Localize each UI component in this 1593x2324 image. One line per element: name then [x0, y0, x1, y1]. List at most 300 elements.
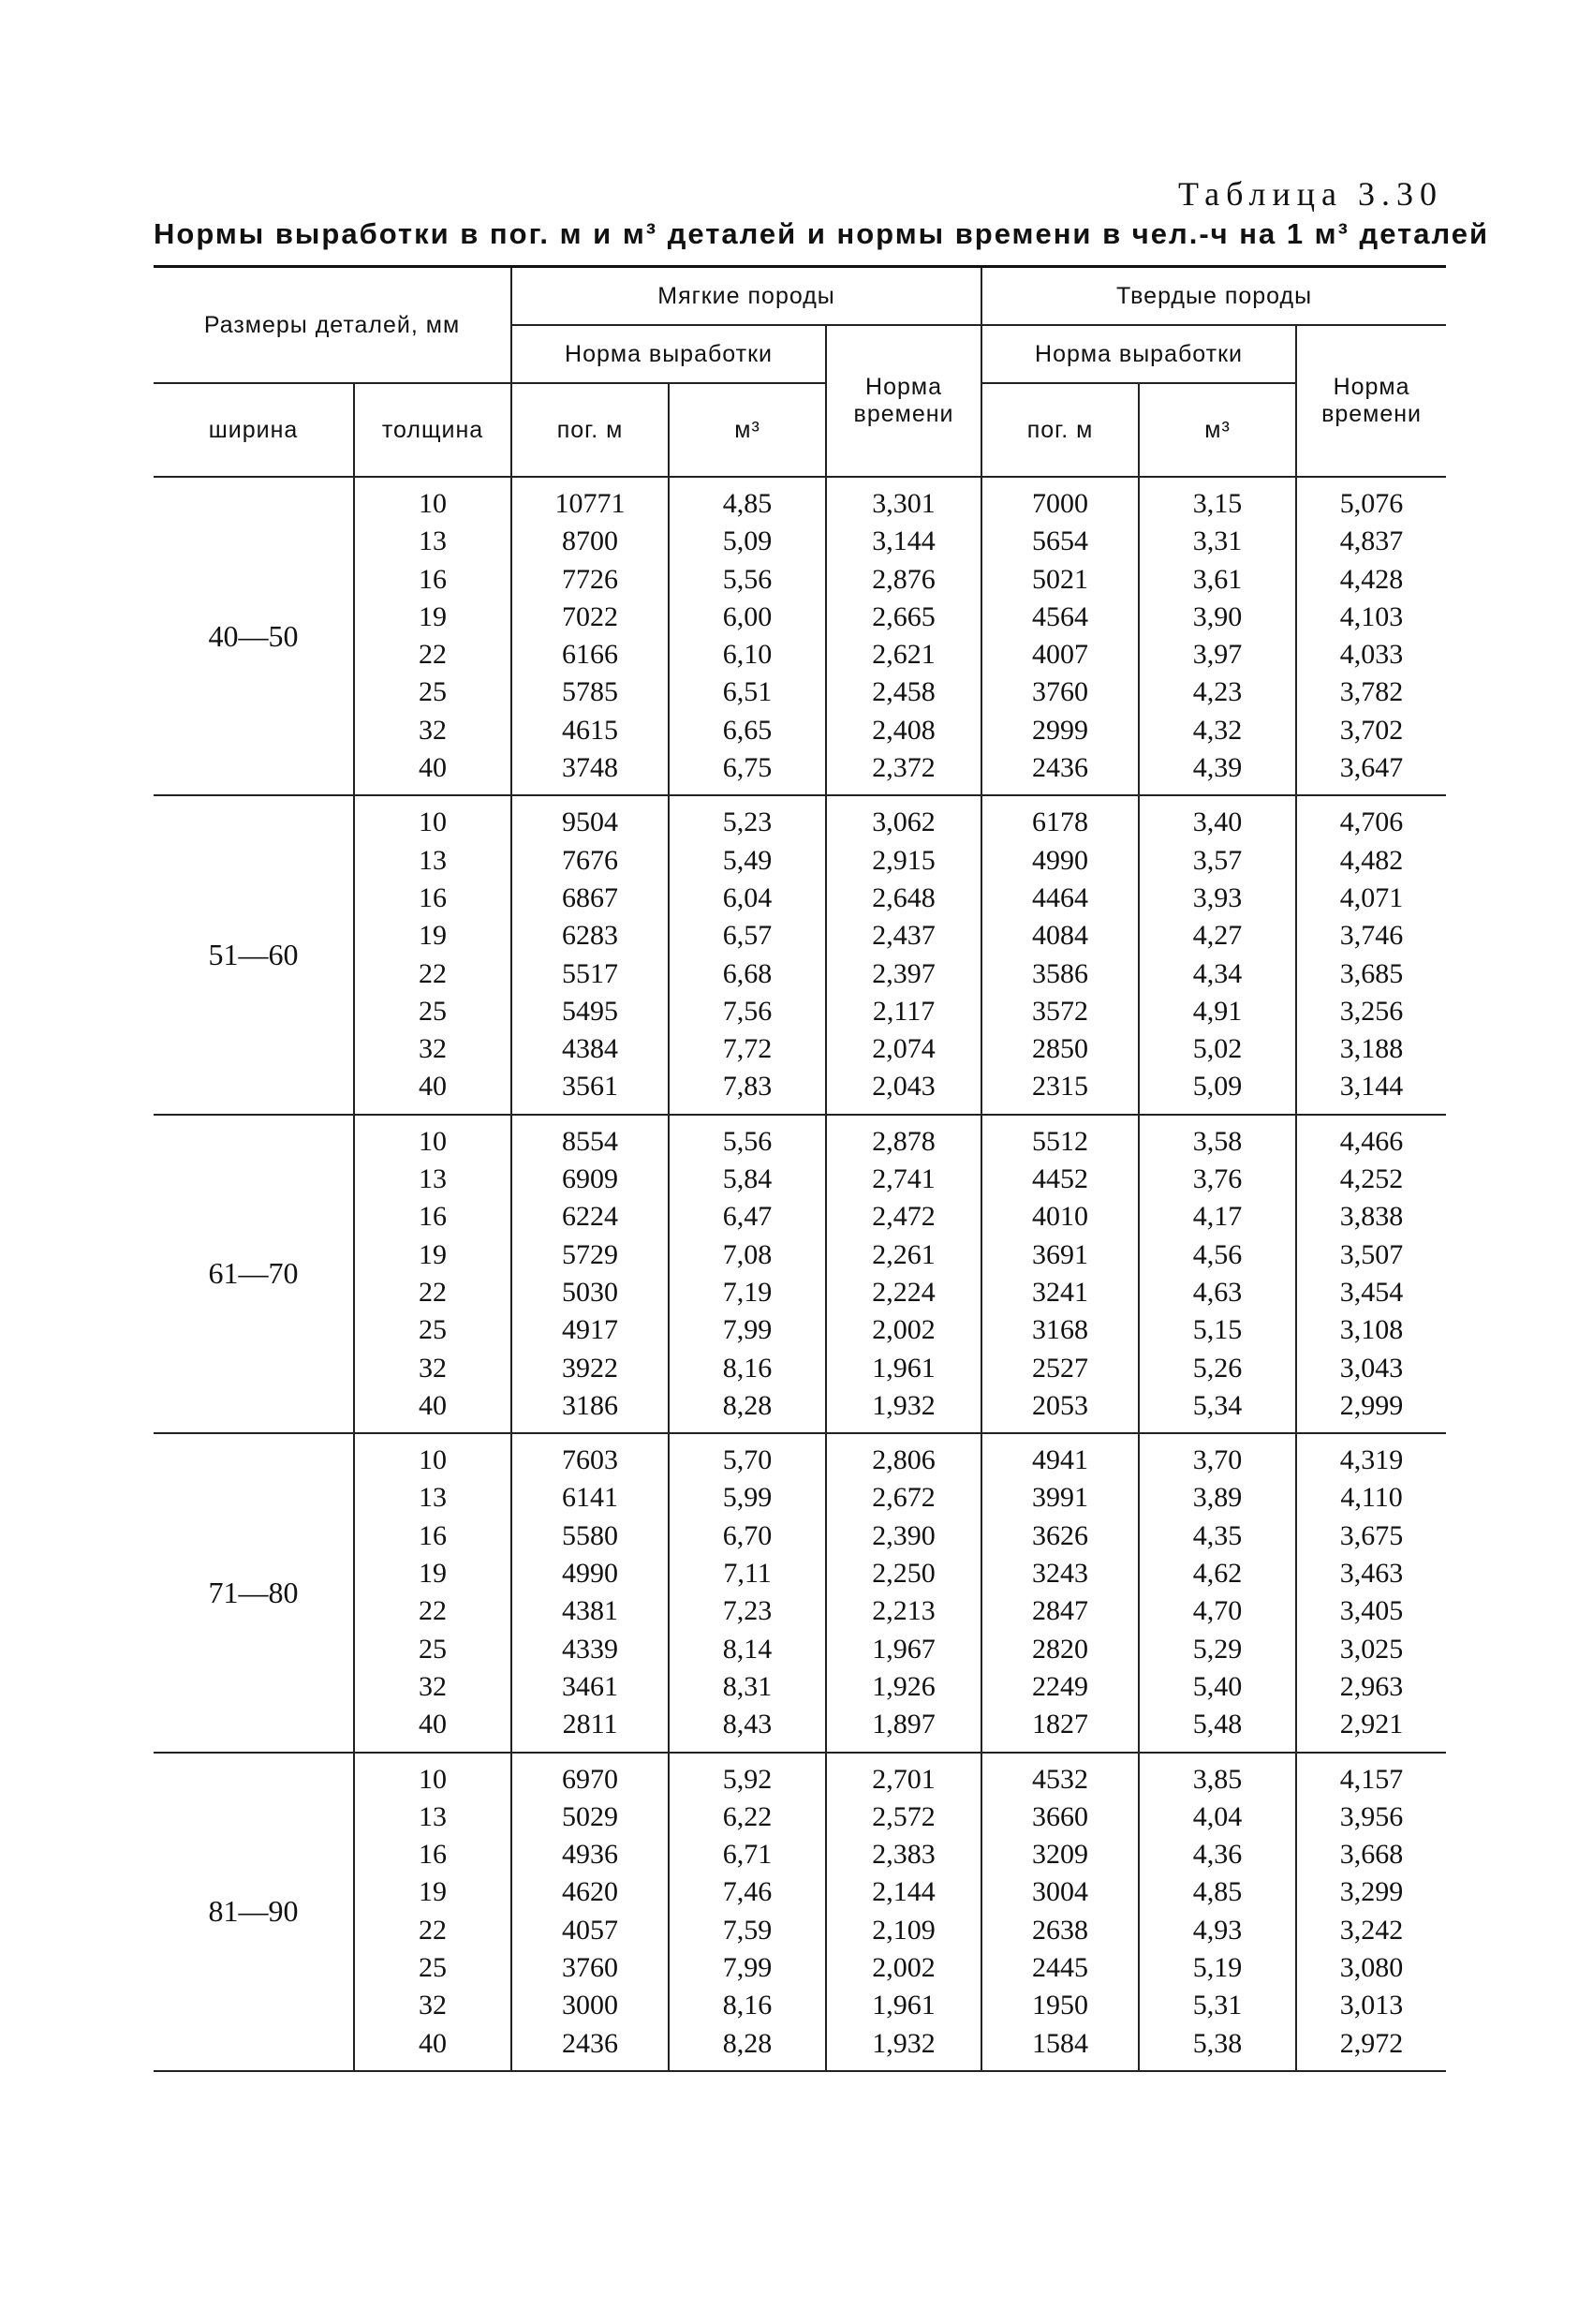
hard-time-norm-value: 3,956 [1339, 1800, 1404, 1832]
hard-time-norm-values [1297, 1434, 1446, 1751]
soft-running-m-values [512, 1116, 668, 1432]
hard-running-m-value: 2527 [1032, 1352, 1089, 1384]
soft-time-norm-value: 2,672 [872, 1482, 936, 1514]
soft-m3-values [670, 478, 825, 794]
hard-running-m-value: 2436 [1032, 752, 1089, 784]
hard-time-norm-value: 3,668 [1339, 1839, 1404, 1871]
thickness-value: 16 [419, 1201, 447, 1233]
soft-running-m-value: 6166 [562, 639, 619, 671]
hard-running-m-value: 3626 [1032, 1519, 1089, 1551]
hard-running-m-value: 4007 [1032, 639, 1089, 671]
hard-running-m-value: 3586 [1032, 957, 1089, 989]
hard-running-m-value: 3243 [1032, 1558, 1089, 1590]
hard-m3-value: 3,76 [1192, 1163, 1243, 1195]
soft-time-norm-value: 2,437 [872, 920, 936, 952]
soft-running-m-values [512, 1754, 668, 2070]
hard-running-m-value: 2249 [1032, 1670, 1089, 1702]
soft-time-norm-value: 3,062 [872, 807, 936, 838]
soft-running-m-value: 4917 [562, 1314, 619, 1346]
soft-m3-value: 5,56 [722, 563, 773, 595]
hard-time-norm-column-cell [1296, 795, 1446, 1114]
soft-m3-value: 7,23 [722, 1595, 773, 1627]
soft-time-norm-column-cell [826, 477, 981, 795]
hard-m3-value: 3,57 [1192, 844, 1243, 876]
header-hard-output-norm: Норма выработки [981, 325, 1296, 383]
hard-running-m-value: 3660 [1032, 1800, 1089, 1832]
soft-m3-value: 8,16 [722, 1352, 773, 1384]
thickness-value: 40 [419, 1389, 447, 1421]
table-row-group [154, 1433, 1446, 1752]
table-row-group [154, 795, 1446, 1114]
soft-m3-value: 6,04 [722, 881, 773, 913]
thickness-column-cell [354, 477, 511, 795]
hard-running-m-column-cell [981, 1753, 1139, 2071]
hard-time-norm-value: 3,647 [1339, 752, 1404, 784]
hard-time-norm-value: 4,466 [1339, 1125, 1404, 1157]
hard-m3-value: 4,93 [1192, 1914, 1243, 1946]
hard-m3-value: 4,63 [1192, 1276, 1243, 1308]
hard-m3-value: 4,39 [1192, 752, 1243, 784]
hard-running-m-value: 4990 [1032, 844, 1089, 876]
soft-time-norm-value: 2,074 [872, 1033, 936, 1065]
soft-time-norm-value: 2,002 [872, 1951, 936, 1983]
soft-m3-value: 6,10 [722, 639, 773, 671]
hard-running-m-value: 3168 [1032, 1314, 1089, 1346]
thickness-value: 22 [419, 1276, 447, 1308]
thickness-value: 40 [419, 1709, 447, 1740]
soft-m3-value: 4,85 [722, 488, 773, 519]
soft-m3-column-cell [669, 795, 826, 1114]
thickness-value: 10 [419, 488, 447, 519]
header-hard-time-norm [1296, 325, 1446, 477]
hard-running-m-values [982, 796, 1138, 1113]
hard-running-m-value: 5654 [1032, 525, 1089, 557]
thickness-value: 16 [419, 1519, 447, 1551]
soft-time-norm-column-cell [826, 795, 981, 1114]
soft-time-norm-value: 2,648 [872, 881, 936, 913]
soft-time-norm-value: 2,806 [872, 1444, 936, 1476]
soft-running-m-value: 3748 [562, 752, 619, 784]
soft-time-norm-values [827, 1434, 981, 1751]
hard-running-m-column-cell [981, 1433, 1139, 1752]
soft-running-m-value: 5029 [562, 1800, 619, 1832]
soft-running-m-value: 5495 [562, 995, 619, 1027]
hard-time-norm-value: 4,706 [1339, 807, 1404, 838]
thickness-value: 10 [419, 1763, 447, 1795]
hard-m3-values [1140, 796, 1295, 1113]
soft-time-norm-value: 2,002 [872, 1314, 936, 1346]
thickness-value: 25 [419, 676, 447, 708]
hard-time-norm-value: 3,838 [1339, 1201, 1404, 1233]
hard-time-norm-value: 3,782 [1339, 676, 1404, 708]
hard-time-norm-value: 3,256 [1339, 995, 1404, 1027]
soft-time-norm-value: 2,144 [872, 1876, 936, 1908]
soft-running-m-value: 7676 [562, 844, 619, 876]
soft-m3-value: 7,11 [723, 1558, 772, 1590]
hard-time-norm-value: 2,963 [1339, 1670, 1404, 1702]
soft-m3-value: 8,16 [722, 1990, 773, 2021]
soft-running-m-value: 5729 [562, 1238, 619, 1270]
soft-running-m-value: 2436 [562, 2027, 619, 2059]
hard-time-norm-column-cell [1296, 1753, 1446, 2071]
hard-time-norm-value: 3,507 [1339, 1238, 1404, 1270]
soft-time-norm-value: 2,224 [872, 1276, 936, 1308]
soft-running-m-value: 4615 [562, 714, 619, 746]
hard-m3-values [1140, 1754, 1295, 2070]
thickness-values [355, 478, 510, 794]
soft-running-m-value: 7022 [562, 600, 619, 632]
soft-m3-value: 8,28 [722, 1389, 773, 1421]
hard-m3-value: 3,61 [1192, 563, 1243, 595]
hard-m3-column-cell [1139, 477, 1296, 795]
soft-m3-value: 7,99 [722, 1314, 773, 1346]
soft-m3-value: 6,70 [722, 1519, 773, 1551]
hard-time-norm-value: 5,076 [1339, 488, 1404, 519]
soft-running-m-column-cell [511, 1115, 669, 1433]
hard-time-norm-value: 2,972 [1339, 2027, 1404, 2059]
soft-time-norm-value: 2,261 [872, 1238, 936, 1270]
hard-m3-value: 4,34 [1192, 957, 1243, 989]
soft-m3-value: 6,57 [722, 920, 773, 952]
width-range-cell: 51—60 [154, 795, 354, 1114]
hard-time-norm-value: 4,319 [1339, 1444, 1404, 1476]
hard-running-m-column-cell [981, 1115, 1139, 1433]
hard-m3-value: 3,97 [1192, 639, 1243, 671]
soft-m3-value: 5,56 [722, 1125, 773, 1157]
soft-m3-value: 5,49 [722, 844, 773, 876]
soft-running-m-value: 4384 [562, 1033, 619, 1065]
soft-running-m-column-cell [511, 477, 669, 795]
thickness-value: 25 [419, 995, 447, 1027]
thickness-value: 19 [419, 1876, 447, 1908]
hard-m3-value: 5,26 [1192, 1352, 1243, 1384]
soft-running-m-column-cell [511, 1753, 669, 2071]
hard-m3-value: 5,34 [1192, 1389, 1243, 1421]
hard-m3-value: 3,31 [1192, 525, 1243, 557]
soft-time-norm-value: 2,572 [872, 1800, 936, 1832]
table-body [154, 477, 1446, 2071]
table-row-group [154, 1115, 1446, 1433]
hard-m3-value: 4,91 [1192, 995, 1243, 1027]
soft-running-m-value: 3760 [562, 1951, 619, 1983]
soft-time-norm-value: 2,408 [872, 714, 936, 746]
hard-time-norm-values [1297, 1116, 1446, 1432]
soft-m3-value: 6,68 [722, 957, 773, 989]
header-soft-time-norm-line1: Норма [865, 374, 942, 400]
thickness-value: 25 [419, 1951, 447, 1983]
soft-running-m-value: 3000 [562, 1990, 619, 2021]
soft-m3-value: 5,92 [722, 1763, 773, 1795]
soft-running-m-value: 7603 [562, 1444, 619, 1476]
hard-running-m-value: 3991 [1032, 1482, 1089, 1514]
hard-time-norm-value: 4,071 [1339, 881, 1404, 913]
soft-time-norm-value: 2,878 [872, 1125, 936, 1157]
soft-time-norm-value: 2,043 [872, 1071, 936, 1103]
soft-time-norm-value: 2,397 [872, 957, 936, 989]
soft-m3-column-cell [669, 477, 826, 795]
hard-m3-column-cell [1139, 1753, 1296, 2071]
soft-time-norm-value: 2,390 [872, 1519, 936, 1551]
soft-m3-value: 6,75 [722, 752, 773, 784]
thickness-value: 13 [419, 1482, 447, 1514]
thickness-value: 22 [419, 1595, 447, 1627]
hard-m3-value: 3,93 [1192, 881, 1243, 913]
hard-running-m-values [982, 478, 1138, 794]
soft-m3-value: 5,09 [722, 525, 773, 557]
soft-running-m-value: 4620 [562, 1876, 619, 1908]
soft-running-m-value: 5030 [562, 1276, 619, 1308]
thickness-value: 19 [419, 1558, 447, 1590]
soft-m3-values [670, 796, 825, 1113]
hard-m3-value: 4,27 [1192, 920, 1243, 952]
soft-time-norm-value: 2,741 [872, 1163, 936, 1195]
soft-time-norm-value: 1,932 [872, 1389, 936, 1421]
soft-m3-value: 7,08 [722, 1238, 773, 1270]
hard-running-m-value: 6178 [1032, 807, 1089, 838]
soft-m3-value: 7,56 [722, 995, 773, 1027]
thickness-value: 32 [419, 1033, 447, 1065]
thickness-column-cell [354, 1115, 511, 1433]
table-row-group [154, 477, 1446, 795]
hard-m3-value: 4,70 [1192, 1595, 1243, 1627]
thickness-value: 22 [419, 1914, 447, 1946]
thickness-values [355, 1116, 510, 1432]
hard-time-norm-column-cell [1296, 477, 1446, 795]
thickness-value: 32 [419, 1670, 447, 1702]
hard-time-norm-value: 3,144 [1339, 1071, 1404, 1103]
hard-m3-values [1140, 1116, 1295, 1432]
hard-running-m-value: 2850 [1032, 1033, 1089, 1065]
thickness-value: 16 [419, 881, 447, 913]
hard-m3-value: 5,48 [1192, 1709, 1243, 1740]
hard-m3-value: 5,02 [1192, 1033, 1243, 1065]
hard-m3-values [1140, 478, 1295, 794]
thickness-column-cell [354, 795, 511, 1114]
soft-running-m-value: 4990 [562, 1558, 619, 1590]
hard-time-norm-value: 3,746 [1339, 920, 1404, 952]
thickness-value: 19 [419, 920, 447, 952]
soft-running-m-value: 3186 [562, 1389, 619, 1421]
hard-m3-value: 5,40 [1192, 1670, 1243, 1702]
thickness-value: 40 [419, 1071, 447, 1103]
hard-time-norm-value: 4,482 [1339, 844, 1404, 876]
soft-m3-value: 7,59 [722, 1914, 773, 1946]
soft-time-norm-values [827, 478, 981, 794]
soft-m3-values [670, 1754, 825, 2070]
header-soft-m3: м³ [669, 383, 826, 477]
hard-running-m-value: 5021 [1032, 563, 1089, 595]
header-hard-time-norm-line1: Норма [1333, 374, 1410, 400]
soft-time-norm-values [827, 1116, 981, 1432]
hard-m3-value: 4,17 [1192, 1201, 1243, 1233]
hard-running-m-value: 3209 [1032, 1839, 1089, 1871]
soft-running-m-column-cell [511, 795, 669, 1114]
soft-time-norm-value: 2,213 [872, 1595, 936, 1627]
thickness-value: 19 [419, 600, 447, 632]
hard-running-m-value: 4532 [1032, 1763, 1089, 1795]
hard-running-m-values [982, 1434, 1138, 1751]
hard-m3-value: 5,38 [1192, 2027, 1243, 2059]
hard-running-m-values [982, 1754, 1138, 2070]
header-soft-time-norm-line2: времени [853, 401, 954, 427]
hard-running-m-value: 2315 [1032, 1071, 1089, 1103]
hard-time-norm-value: 3,108 [1339, 1314, 1404, 1346]
hard-m3-value: 4,85 [1192, 1876, 1243, 1908]
soft-running-m-value: 9504 [562, 807, 619, 838]
hard-running-m-value: 2999 [1032, 714, 1089, 746]
thickness-column-cell [354, 1433, 511, 1752]
soft-running-m-value: 4057 [562, 1914, 619, 1946]
hard-running-m-value: 1584 [1032, 2027, 1089, 2059]
soft-running-m-values [512, 478, 668, 794]
hard-running-m-value: 4941 [1032, 1444, 1089, 1476]
soft-running-m-value: 6224 [562, 1201, 619, 1233]
hard-m3-value: 4,56 [1192, 1238, 1243, 1270]
soft-time-norm-value: 3,144 [872, 525, 936, 557]
soft-running-m-value: 6141 [562, 1482, 619, 1514]
soft-time-norm-value: 3,301 [872, 488, 936, 519]
hard-m3-column-cell [1139, 1115, 1296, 1433]
soft-time-norm-value: 2,109 [872, 1914, 936, 1946]
hard-running-m-value: 2053 [1032, 1389, 1089, 1421]
thickness-value: 32 [419, 714, 447, 746]
soft-running-m-value: 7726 [562, 563, 619, 595]
hard-time-norm-value: 3,685 [1339, 957, 1404, 989]
soft-running-m-value: 4381 [562, 1595, 619, 1627]
hard-time-norm-value: 3,242 [1339, 1914, 1404, 1946]
width-range-cell: 40—50 [154, 477, 354, 795]
hard-time-norm-value: 4,103 [1339, 600, 1404, 632]
thickness-value: 25 [419, 1314, 447, 1346]
hard-time-norm-value: 3,702 [1339, 714, 1404, 746]
header-soft-running-m: пог. м [511, 383, 669, 477]
soft-m3-value: 6,65 [722, 714, 773, 746]
soft-m3-values [670, 1434, 825, 1751]
soft-m3-column-cell [669, 1433, 826, 1752]
hard-time-norm-value: 4,033 [1339, 639, 1404, 671]
hard-running-m-value: 1950 [1032, 1990, 1089, 2021]
soft-time-norm-column-cell [826, 1753, 981, 2071]
hard-time-norm-value: 3,463 [1339, 1558, 1404, 1590]
hard-running-m-value: 2820 [1032, 1633, 1089, 1665]
soft-running-m-value: 8554 [562, 1125, 619, 1157]
hard-m3-value: 3,70 [1192, 1444, 1243, 1476]
thickness-value: 40 [419, 2027, 447, 2059]
soft-time-norm-value: 2,472 [872, 1201, 936, 1233]
hard-m3-value: 4,62 [1192, 1558, 1243, 1590]
thickness-value: 13 [419, 1800, 447, 1832]
hard-running-m-value: 3691 [1032, 1238, 1089, 1270]
soft-running-m-value: 8700 [562, 525, 619, 557]
soft-m3-value: 5,99 [722, 1482, 773, 1514]
thickness-value: 10 [419, 807, 447, 838]
hard-running-m-values [982, 1116, 1138, 1432]
soft-m3-value: 6,47 [722, 1201, 773, 1233]
header-soft-time-norm [826, 325, 981, 477]
hard-running-m-value: 4452 [1032, 1163, 1089, 1195]
header-hard-species: Твердые породы [981, 267, 1446, 326]
soft-m3-value: 7,99 [722, 1951, 773, 1983]
thickness-value: 13 [419, 844, 447, 876]
soft-running-m-column-cell [511, 1433, 669, 1752]
hard-running-m-value: 3760 [1032, 676, 1089, 708]
hard-m3-value: 3,15 [1192, 488, 1243, 519]
thickness-value: 22 [419, 639, 447, 671]
soft-time-norm-column-cell [826, 1115, 981, 1433]
table-number: Таблица 3.30 [1178, 175, 1443, 213]
soft-m3-value: 7,19 [722, 1276, 773, 1308]
soft-running-m-value: 3461 [562, 1670, 619, 1702]
hard-running-m-value: 4084 [1032, 920, 1089, 952]
hard-m3-value: 4,36 [1192, 1839, 1243, 1871]
soft-m3-value: 6,51 [722, 676, 773, 708]
norms-table [154, 265, 1446, 2072]
hard-running-m-value: 2638 [1032, 1914, 1089, 1946]
hard-m3-value: 5,29 [1192, 1633, 1243, 1665]
soft-time-norm-value: 2,458 [872, 676, 936, 708]
soft-m3-value: 7,72 [722, 1033, 773, 1065]
hard-m3-value: 4,35 [1192, 1519, 1243, 1551]
header-hard-time-norm-line2: времени [1321, 401, 1423, 427]
hard-time-norm-value: 3,454 [1339, 1276, 1404, 1308]
hard-m3-value: 3,90 [1192, 600, 1243, 632]
thickness-values [355, 1434, 510, 1751]
soft-running-m-value: 4339 [562, 1633, 619, 1665]
hard-time-norm-value: 3,405 [1339, 1595, 1404, 1627]
hard-time-norm-column-cell [1296, 1433, 1446, 1752]
soft-time-norm-value: 2,915 [872, 844, 936, 876]
soft-time-norm-values [827, 796, 981, 1113]
hard-m3-value: 4,23 [1192, 676, 1243, 708]
hard-time-norm-value: 4,157 [1339, 1763, 1404, 1795]
hard-time-norm-value: 4,428 [1339, 563, 1404, 595]
hard-time-norm-value: 3,299 [1339, 1876, 1404, 1908]
soft-m3-value: 8,28 [722, 2027, 773, 2059]
width-range-cell: 71—80 [154, 1433, 354, 1752]
hard-running-m-value: 2847 [1032, 1595, 1089, 1627]
soft-m3-value: 7,46 [722, 1876, 773, 1908]
header-hard-m3: м³ [1139, 383, 1296, 477]
hard-m3-value: 5,31 [1192, 1990, 1243, 2021]
hard-running-m-value: 3572 [1032, 995, 1089, 1027]
soft-time-norm-values [827, 1754, 981, 2070]
soft-time-norm-value: 2,383 [872, 1839, 936, 1871]
soft-m3-value: 7,83 [722, 1071, 773, 1103]
soft-m3-values [670, 1116, 825, 1432]
soft-running-m-value: 6283 [562, 920, 619, 952]
soft-time-norm-value: 1,926 [872, 1670, 936, 1702]
hard-time-norm-value: 4,837 [1339, 525, 1404, 557]
soft-running-m-value: 2811 [562, 1709, 618, 1740]
thickness-value: 13 [419, 525, 447, 557]
hard-running-m-value: 3004 [1032, 1876, 1089, 1908]
hard-time-norm-column-cell [1296, 1115, 1446, 1433]
hard-m3-column-cell [1139, 795, 1296, 1114]
hard-time-norm-value: 4,252 [1339, 1163, 1404, 1195]
hard-running-m-column-cell [981, 795, 1139, 1114]
hard-time-norm-value: 3,043 [1339, 1352, 1404, 1384]
hard-m3-values [1140, 1434, 1295, 1751]
soft-m3-value: 5,23 [722, 807, 773, 838]
hard-m3-value: 5,15 [1192, 1314, 1243, 1346]
thickness-value: 16 [419, 1839, 447, 1871]
soft-m3-value: 5,70 [722, 1444, 773, 1476]
hard-m3-value: 3,58 [1192, 1125, 1243, 1157]
soft-running-m-value: 4936 [562, 1839, 619, 1871]
soft-running-m-value: 5785 [562, 676, 619, 708]
header-soft-species: Мягкие породы [511, 267, 981, 326]
soft-running-m-values [512, 796, 668, 1113]
